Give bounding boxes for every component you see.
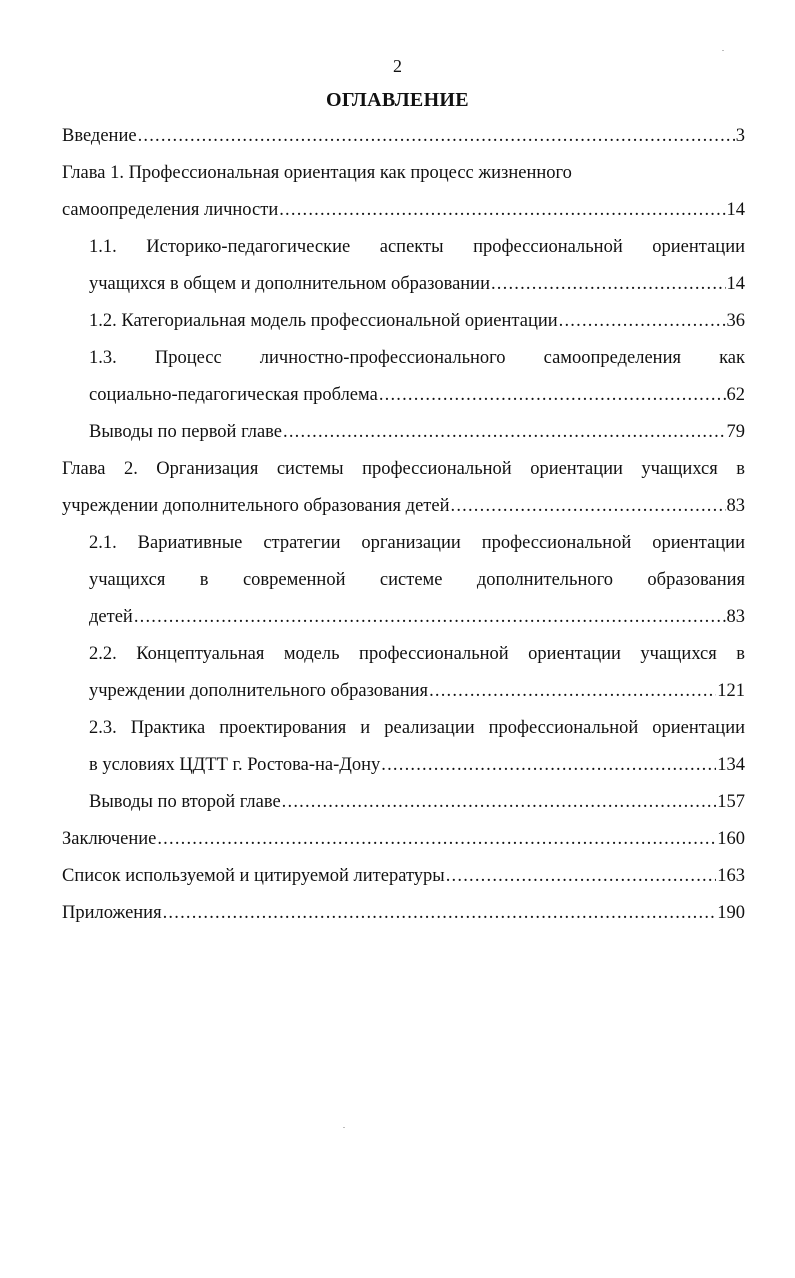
page-number: 2 bbox=[393, 56, 402, 76]
toc-entry[interactable] bbox=[62, 451, 745, 525]
scan-speck bbox=[722, 50, 724, 51]
toc-entry-title: социально-педагогическая проблема bbox=[89, 385, 378, 405]
toc-entry[interactable] bbox=[89, 710, 745, 784]
toc-entry-title: учреждении дополнительного образования детей bbox=[62, 496, 450, 516]
toc-entry-title: 1.2. Категориальная модель профессиональной ориентации bbox=[89, 311, 558, 331]
toc-entry-line: 1.1. Историко-педагогические аспекты профессиональной ориентации bbox=[89, 237, 745, 257]
dot-leader bbox=[283, 414, 725, 451]
dot-leader bbox=[282, 784, 717, 821]
dot-leader bbox=[429, 673, 716, 710]
dot-leader bbox=[379, 377, 726, 414]
dot-leader bbox=[491, 266, 726, 303]
toc-page-number: 3 bbox=[735, 126, 745, 146]
dot-leader bbox=[138, 118, 735, 155]
toc-page-number: 83 bbox=[726, 607, 745, 627]
toc-entry-title: в условиях ЦДТТ г. Ростова-на-Дону bbox=[89, 755, 381, 775]
toc-entry-line: 2.1. Вариативные стратегии организации профессиональной ориентации bbox=[89, 533, 745, 553]
toc-entry[interactable] bbox=[62, 895, 745, 932]
toc-entry-line: Глава 2. Организация системы профессиональной ориентации учащихся в bbox=[62, 459, 745, 479]
toc-entry[interactable] bbox=[89, 340, 745, 414]
toc-page-number: 62 bbox=[726, 385, 745, 405]
toc-entry[interactable] bbox=[62, 858, 745, 895]
toc-entry-line: Глава 1. Профессиональная ориентация как процесс жизненного bbox=[62, 163, 572, 183]
dot-leader bbox=[381, 747, 716, 784]
toc-entry-title: Выводы по первой главе bbox=[89, 422, 283, 442]
toc-entry[interactable] bbox=[62, 155, 745, 229]
toc-page-number: 14 bbox=[726, 274, 745, 294]
toc-page-number: 83 bbox=[726, 496, 745, 516]
toc-entry-title: самоопределения личности bbox=[62, 200, 279, 220]
toc-entry-title: Выводы по второй главе bbox=[89, 792, 281, 812]
toc-page-number: 163 bbox=[717, 866, 745, 886]
toc-entry-line: учащихся в современной системе дополнительного образования bbox=[89, 570, 745, 590]
toc-entry[interactable] bbox=[89, 229, 745, 303]
dot-leader bbox=[559, 303, 726, 340]
toc-entry[interactable] bbox=[62, 821, 745, 858]
dot-leader bbox=[157, 821, 716, 858]
dot-leader bbox=[279, 192, 725, 229]
toc-page-number: 36 bbox=[726, 311, 745, 331]
toc-entry[interactable] bbox=[89, 525, 745, 636]
dot-leader bbox=[451, 488, 726, 525]
toc-entry[interactable] bbox=[89, 303, 745, 340]
dot-leader bbox=[163, 895, 717, 932]
toc-page-number: 79 bbox=[726, 422, 745, 442]
toc-page-number: 157 bbox=[717, 792, 745, 812]
toc-page-number: 190 bbox=[717, 903, 745, 923]
toc-page-number: 134 bbox=[717, 755, 745, 775]
scan-speck bbox=[343, 1127, 345, 1128]
table-of-contents bbox=[62, 118, 745, 932]
toc-entry[interactable] bbox=[89, 636, 745, 710]
toc-title: ОГЛАВЛЕНИЕ bbox=[326, 89, 469, 111]
toc-entry-title: учреждении дополнительного образования bbox=[89, 681, 429, 701]
toc-entry-title: Приложения bbox=[62, 903, 162, 923]
toc-page-number: 14 bbox=[726, 200, 745, 220]
toc-entry-line: 2.2. Концептуальная модель профессиональной ориентации учащихся в bbox=[89, 644, 745, 664]
toc-entry-line: 2.3. Практика проектирования и реализации профессиональной ориентации bbox=[89, 718, 745, 738]
toc-entry[interactable] bbox=[62, 118, 745, 155]
toc-entry-line: 1.3. Процесс личностно-профессионального самоопределения как bbox=[89, 348, 745, 368]
dot-leader bbox=[134, 599, 726, 636]
toc-entry-title: Список используемой и цитируемой литературы bbox=[62, 866, 445, 886]
toc-entry[interactable] bbox=[89, 414, 745, 451]
toc-entry-title: учащихся в общем и дополнительном образовании bbox=[89, 274, 490, 294]
dot-leader bbox=[446, 858, 717, 895]
toc-entry[interactable] bbox=[89, 784, 745, 821]
toc-entry-title: Заключение bbox=[62, 829, 157, 849]
toc-entry-title: детей bbox=[89, 607, 133, 627]
toc-page-number: 160 bbox=[717, 829, 745, 849]
toc-entry-title: Введение bbox=[62, 126, 137, 146]
toc-page-number: 121 bbox=[717, 681, 745, 701]
